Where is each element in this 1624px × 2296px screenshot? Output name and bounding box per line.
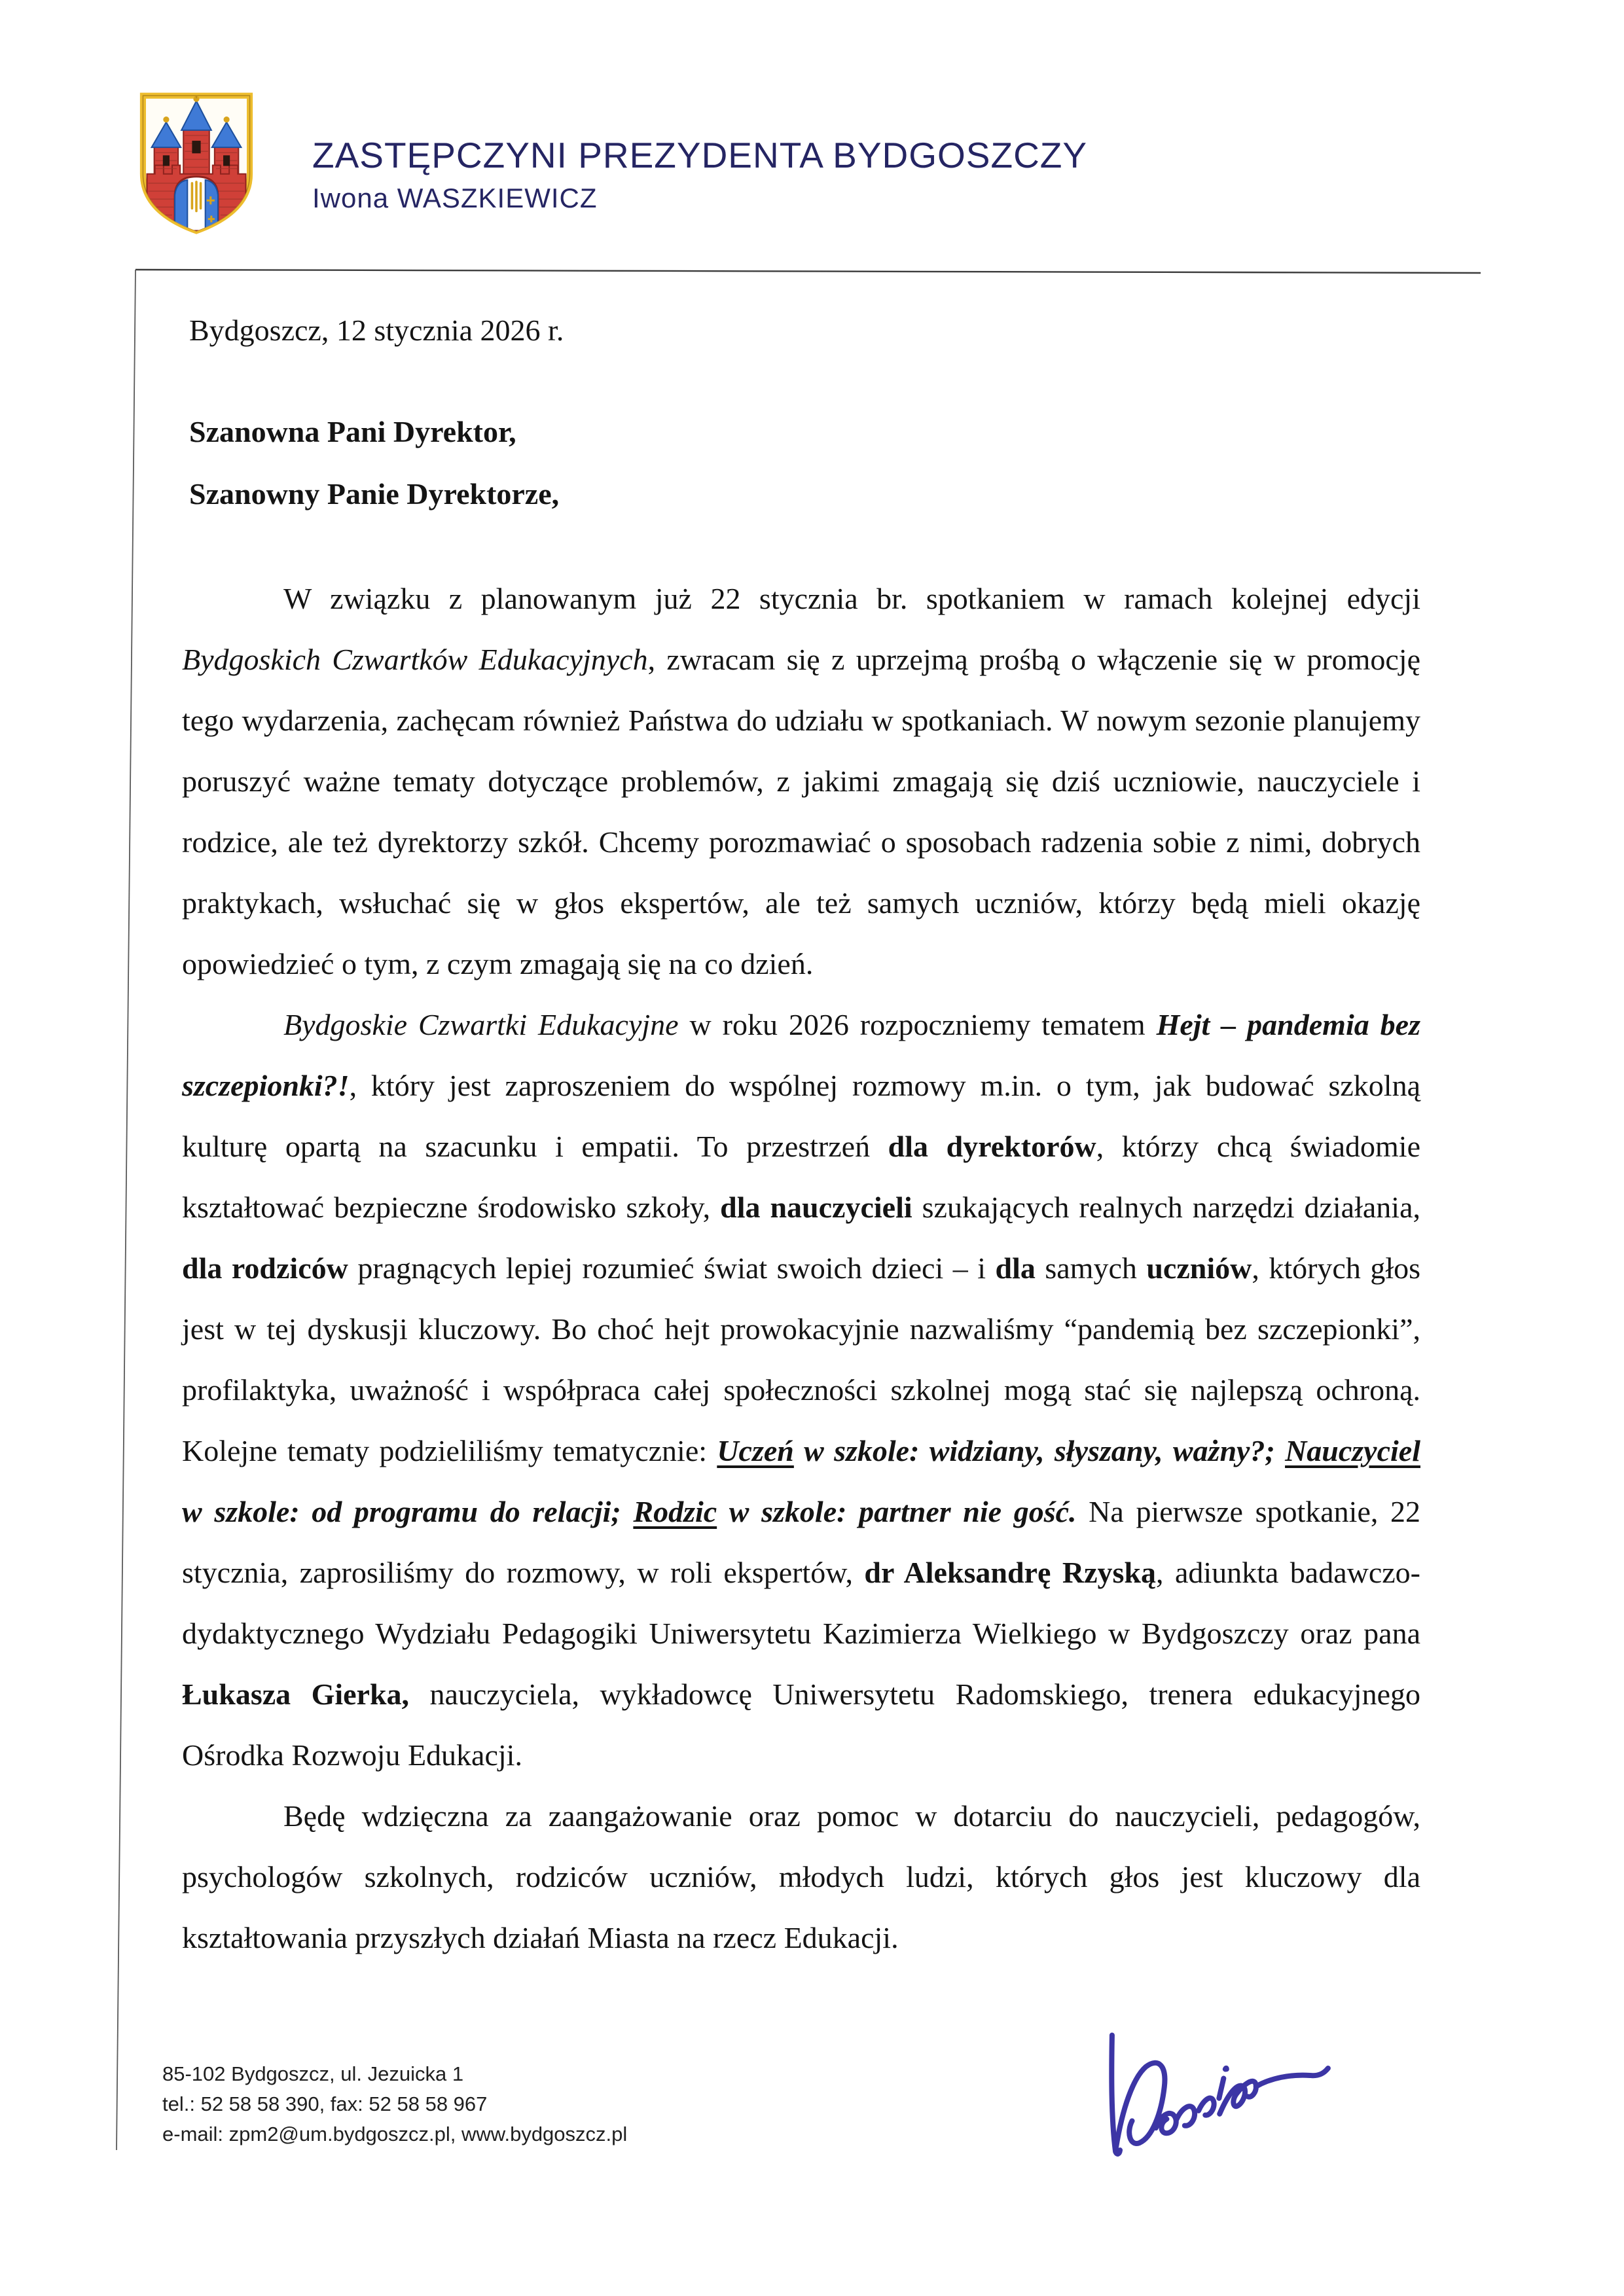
text-segment: nauczyciela, wykładowcę Uniwersytetu Radomskiego, trenera edukacyjnego Ośrodka Rozwoju Edukacji. [182, 1677, 1420, 1772]
text-segment: , adiunkta badawczo-dydaktycznego Wydziału Pedagogiki Uniwersytetu Kazimierza Wielkiego w Bydgoszczy oraz pana [182, 1556, 1420, 1650]
text-segment: , zwracam się z uprzejmą prośbą o włączenie się w promocję tego wydarzenia, zachęcam również Państwa do udziału w spotkaniach. W nowym sezonie planujemy poruszyć ważne tematy dotyczące problemów, z jakimi zmagają się dziś uczniowie, nauczyciele i rodzice, ale też dyrektorzy szkół. Chcemy porozmawiać o sposobach radzenia sobie z nimi, dobrych praktykach, wsłuchać się w głos ekspertów, ale też samych uczniów, którzy będą mieli okazję opowiedzieć o tym, z czym zmagają się na co dzień. [182, 643, 1420, 980]
text-segment: uczniów [1146, 1251, 1252, 1285]
header-divider-line [135, 270, 1481, 273]
text-segment: szukających realnych narzędzi działania, [912, 1191, 1420, 1224]
salutation [189, 401, 559, 525]
text-segment: W związku z planowanym już 22 stycznia br. spotkaniem w ramach kolejnej edycji [283, 582, 1420, 615]
text-segment: dr Aleksandrę Rzyską [864, 1556, 1156, 1589]
text-segment: Nauczyciel [1285, 1434, 1420, 1467]
text-segment: w szkole: od programu do relacji; [182, 1495, 634, 1528]
text-segment: dla rodziców [182, 1251, 348, 1285]
footer-email: e-mail: zpm2@um.bydgoszcz.pl, www.bydgoszcz.pl [162, 2123, 628, 2145]
text-segment: Będę wdzięczna za zaangażowanie oraz pomoc w dotarciu do nauczycieli, pedagogów, psychologów szkolnych, rodziców uczniów, młodych ludzi, których głos jest kluczowy dla kształtowania przyszłych działań Miasta na rzecz Edukacji. [182, 1799, 1420, 1954]
text-segment: dla dyrektorów [888, 1130, 1096, 1163]
text-segment: Hejt – pandemia bez szczepionki?! [182, 1008, 1420, 1102]
paragraph [182, 568, 1420, 994]
dateline: Bydgoszcz, 12 stycznia 2026 r. [189, 314, 564, 347]
text-segment: , który jest zaproszeniem do wspólnej rozmowy m.in. o tym, jak budować szkolną kulturę opartą na szacunku i empatii. To przestrzeń [182, 1069, 1420, 1163]
salutation-line: Szanowny Panie Dyrektorze, [189, 477, 560, 511]
text-segment: w roku 2026 rozpoczniemy tematem [678, 1008, 1157, 1041]
header-org-title: ZASTĘPCZYNI PREZYDENTA BYDGOSZCZY [312, 135, 1088, 175]
right-finial [224, 117, 230, 122]
paragraph [182, 1785, 1420, 1968]
center-window [192, 141, 200, 153]
text-segment: Bydgoskie Czwartki Edukacyjne [283, 1008, 679, 1041]
left-window [163, 155, 170, 166]
right-window [223, 155, 230, 166]
text-segment: Na pierwsze spotkanie, 22 stycznia, zaprosiliśmy do rozmowy, w roli ekspertów, [182, 1495, 1421, 1589]
left-finial [163, 117, 169, 122]
footer-contact-block [162, 2059, 627, 2149]
text-segment: dla nauczycieli [720, 1191, 912, 1224]
text-segment: Uczeń [717, 1434, 794, 1467]
text-segment: w szkole: partner nie gość. [717, 1495, 1077, 1528]
text-segment: w szkole: widziany, słyszany, ważny?; [793, 1434, 1286, 1467]
signature-handwriting [1092, 2018, 1339, 2164]
footer-phone: tel.: 52 58 58 390, fax: 52 58 58 967 [162, 2092, 488, 2115]
header-person-name: Iwona WASZKIEWICZ [312, 183, 598, 213]
text-segment: samych [1035, 1251, 1147, 1285]
paragraph [182, 994, 1420, 1785]
bydgoszcz-coat-of-arms-logo [135, 89, 258, 238]
text-segment: pragnących lepiej rozumieć świat swoich dzieci – i [348, 1251, 996, 1285]
salutation-line: Szanowna Pani Dyrektor, [189, 415, 516, 448]
letter-body [182, 568, 1420, 1968]
text-segment: Rodzic [633, 1495, 717, 1528]
text-segment: , których głos jest w tej dyskusji kluczowy. Bo choć hejt prowokacyjnie nazwaliśmy “pandemią bez szczepionki”, profilaktyka, uważność i współpraca całej społeczności szkolnej mogą stać się najlepszą ochroną. Kolejne tematy podzieliliśmy tematycznie: [182, 1251, 1421, 1467]
text-segment: , którzy chcą świadomie kształtować bezpieczne środowisko szkoły, [182, 1130, 1420, 1224]
text-segment: dla [995, 1251, 1036, 1285]
text-segment: Bydgoskich Czwartków Edukacyjnych [182, 643, 648, 676]
footer-address: 85-102 Bydgoszcz, ul. Jezuicka 1 [162, 2062, 464, 2085]
letterhead [312, 135, 1087, 215]
left-margin-line [117, 270, 135, 2150]
signature-ink [1110, 2028, 1331, 2154]
text-segment: Łukasza Gierka, [182, 1677, 410, 1711]
